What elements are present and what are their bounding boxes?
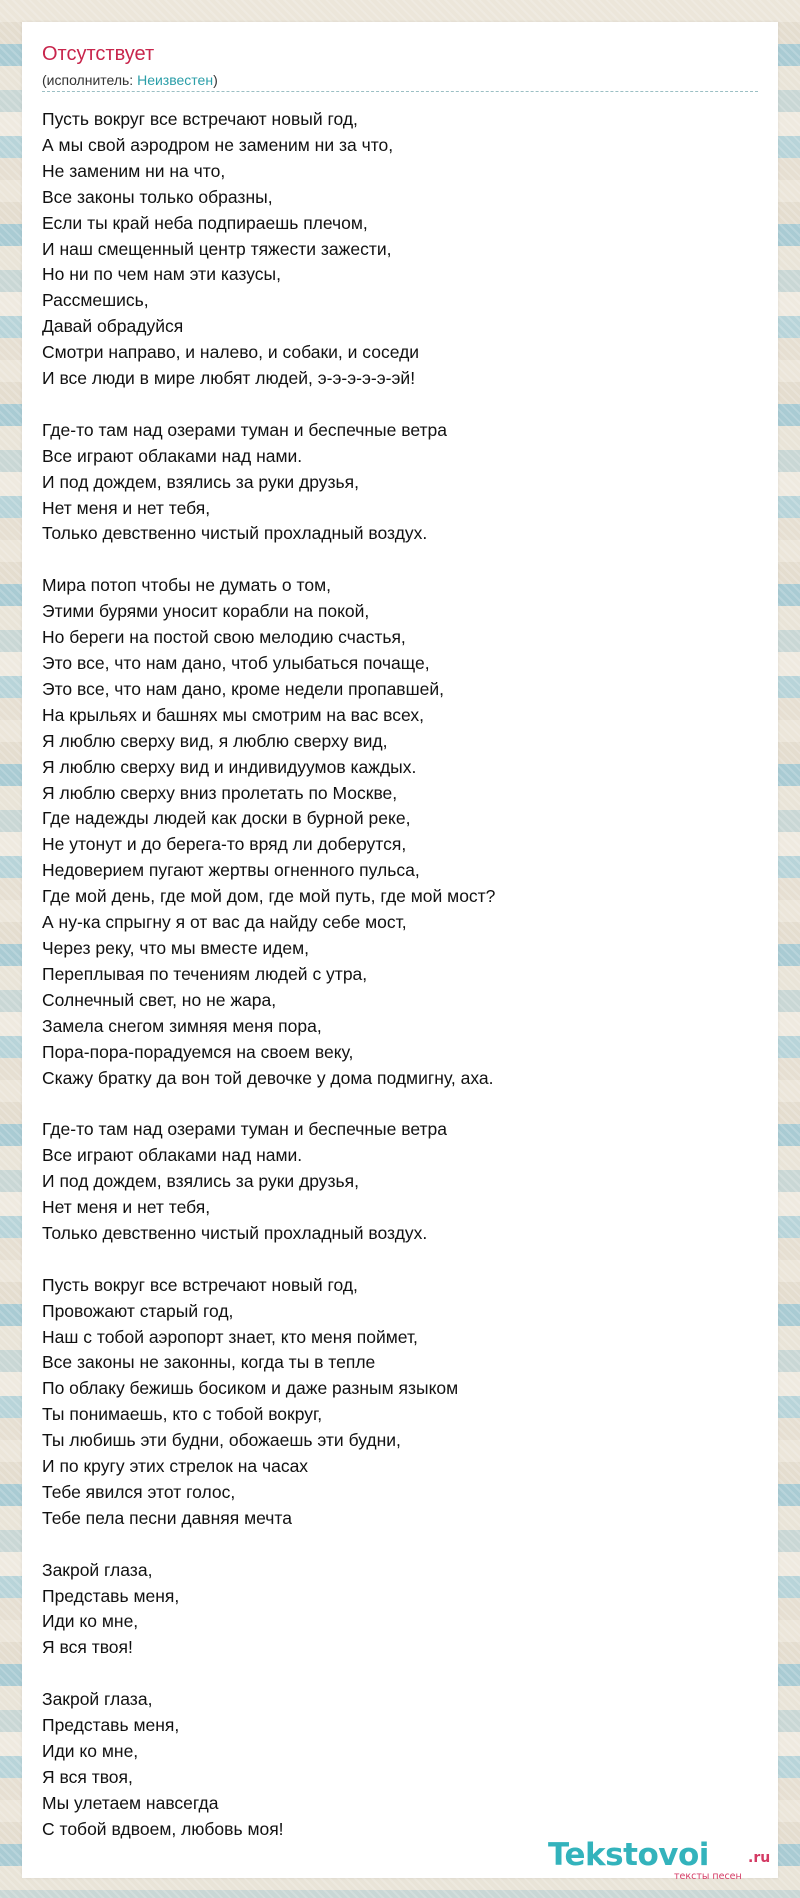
lyrics-line: Через реку, что мы вместе идем, — [42, 937, 310, 958]
lyrics-line: Только девственно чистый прохладный воздух. — [42, 523, 428, 544]
logo-tagline: тексты песен — [674, 1871, 742, 1882]
artist-suffix: ) — [213, 72, 218, 88]
lyrics-line: А мы свой аэродром не заменим ни за что, — [42, 134, 394, 155]
lyrics-line: Все играют облаками над нами. — [42, 445, 303, 466]
lyrics-line: По облаку бежишь босиком и даже разным языком — [42, 1378, 459, 1399]
lyrics-line: Нет меня и нет тебя, — [42, 1197, 211, 1218]
lyrics-line: Провожают старый год, — [42, 1300, 234, 1321]
lyrics-line: Это все, что нам дано, кроме недели пропавшей, — [42, 678, 445, 699]
lyrics-line: Солнечный свет, но не жара, — [42, 989, 277, 1010]
lyrics-stanza — [42, 1273, 762, 1532]
lyrics-stanza — [42, 573, 762, 1091]
lyrics-line: Это все, что нам дано, чтоб улыбаться почаще, — [42, 653, 430, 673]
lyrics-line: Пусть вокруг все встречают новый год, — [42, 1274, 358, 1295]
lyrics-line: Все законы только образны, — [42, 186, 273, 207]
lyrics-line: А ну-ка спрыгну я от вас да найду себе мост, — [42, 912, 407, 933]
lyrics-line: Иди ко мне, — [42, 1741, 139, 1761]
lyrics-line: Где-то там над озерами туман и беспечные ветра — [42, 1119, 447, 1140]
lyrics-text — [42, 107, 762, 1843]
lyrics-line: И по кругу этих стрелок на часах — [42, 1456, 309, 1477]
logo-domain-suffix: .ru — [748, 1850, 771, 1866]
lyrics-line: Все играют облаками над нами. — [42, 1145, 303, 1166]
lyrics-line: Я люблю сверху вид, я люблю сверху вид, — [42, 730, 388, 751]
lyrics-line: Где мой день, где мой дом, где мой путь, где мой мост? — [42, 886, 496, 907]
lyrics-line: Пора-пора-порадуемся на своем веку, — [42, 1041, 354, 1062]
lyrics-line: Представь меня, — [42, 1585, 180, 1606]
lyrics-line: Ты понимаешь, кто с тобой вокруг, — [42, 1404, 323, 1425]
lyrics-line: Я вся твоя, — [42, 1766, 133, 1787]
artist-prefix: (исполнитель: — [42, 72, 138, 88]
lyrics-line: Представь меня, — [42, 1715, 180, 1736]
lyrics-line: Тебе явился этот голос, — [42, 1481, 236, 1502]
lyrics-line: Я люблю сверху вниз пролетать по Москве, — [42, 782, 398, 803]
lyrics-line: На крыльях и башнях мы смотрим на вас всех, — [42, 704, 424, 725]
lyrics-stanza — [42, 1687, 762, 1842]
lyrics-card — [22, 22, 778, 1878]
lyrics-line: Где-то там над озерами туман и беспечные ветра — [42, 419, 447, 440]
lyrics-line: Рассмешись, — [42, 290, 149, 311]
song-title: Отсутствует — [42, 43, 155, 65]
lyrics-line: Я вся твоя! — [42, 1637, 133, 1658]
lyrics-line: Наш с тобой аэропорт знает, кто меня поймет, — [42, 1326, 418, 1347]
lyrics-line: И под дождем, взялись за руки друзья, — [42, 471, 359, 492]
lyrics-line: Все законы не законны, когда ты в тепле — [42, 1352, 376, 1373]
lyrics-line: И наш смещенный центр тяжести зажести, — [42, 238, 392, 259]
lyrics-line: И все люди в мире любят людей, э-э-э-э-э-эй! — [42, 368, 416, 389]
lyrics-stanza — [42, 1117, 762, 1247]
lyrics-line: Иди ко мне, — [42, 1611, 139, 1632]
lyrics-line: Если ты край неба подпираешь плечом, — [42, 212, 368, 233]
lyrics-line: Мы улетаем навсегда — [42, 1792, 219, 1813]
lyrics-line: С тобой вдвоем, любовь моя! — [42, 1818, 284, 1839]
lyrics-line: Но ни по чем нам эти казусы, — [42, 264, 281, 285]
site-logo[interactable] — [546, 1838, 776, 1884]
lyrics-line: Тебе пела песни давняя мечта — [42, 1507, 292, 1528]
lyrics-stanza — [42, 1558, 762, 1662]
lyrics-line: И под дождем, взялись за руки друзья, — [42, 1171, 359, 1192]
lyrics-line: Нет меня и нет тебя, — [42, 497, 211, 518]
lyrics-line: Замела снегом зимняя меня пора, — [42, 1015, 322, 1036]
lyrics-stanza — [42, 418, 762, 548]
lyrics-line: Ты любишь эти будни, обожаешь эти будни, — [42, 1430, 401, 1451]
lyrics-line: Только девственно чистый прохладный воздух. — [42, 1222, 428, 1243]
lyrics-line: Переплывая по течениям людей с утра, — [42, 963, 368, 984]
logo-wordmark: Tekstovoi — [548, 1837, 709, 1873]
lyrics-line: Давай обрадуйся — [42, 316, 184, 337]
lyrics-line: Смотри направо, и налево, и собаки, и соседи — [42, 342, 420, 363]
lyrics-line: Закрой глаза, — [42, 1689, 153, 1710]
lyrics-line: Я люблю сверху вид и индивидуумов каждых. — [42, 756, 417, 777]
lyrics-line: Где надежды людей как доски в бурной реке, — [42, 808, 411, 829]
lyrics-stanza — [42, 107, 762, 392]
artist-link[interactable]: Неизвестен — [137, 72, 214, 88]
lyrics-line: Не утонут и до берега-то вряд ли доберутся, — [42, 834, 407, 855]
lyrics-line: Закрой глаза, — [42, 1559, 153, 1580]
lyrics-line: Недоверием пугают жертвы огненного пульса, — [42, 860, 420, 881]
lyrics-line: Этими бурями уносит корабли на покой, — [42, 601, 370, 622]
lyrics-line: Скажу братку да вон той девочке у дома подмигну, аха. — [42, 1067, 494, 1088]
lyrics-line: Не заменим ни на что, — [42, 160, 226, 181]
lyrics-line: Пусть вокруг все встречают новый год, — [42, 109, 358, 129]
lyrics-line: Мира потоп чтобы не думать о том, — [42, 575, 331, 596]
artist-line — [42, 72, 218, 88]
header-divider — [42, 91, 758, 92]
lyrics-line: Но береги на постой свою мелодию счастья, — [42, 627, 406, 648]
